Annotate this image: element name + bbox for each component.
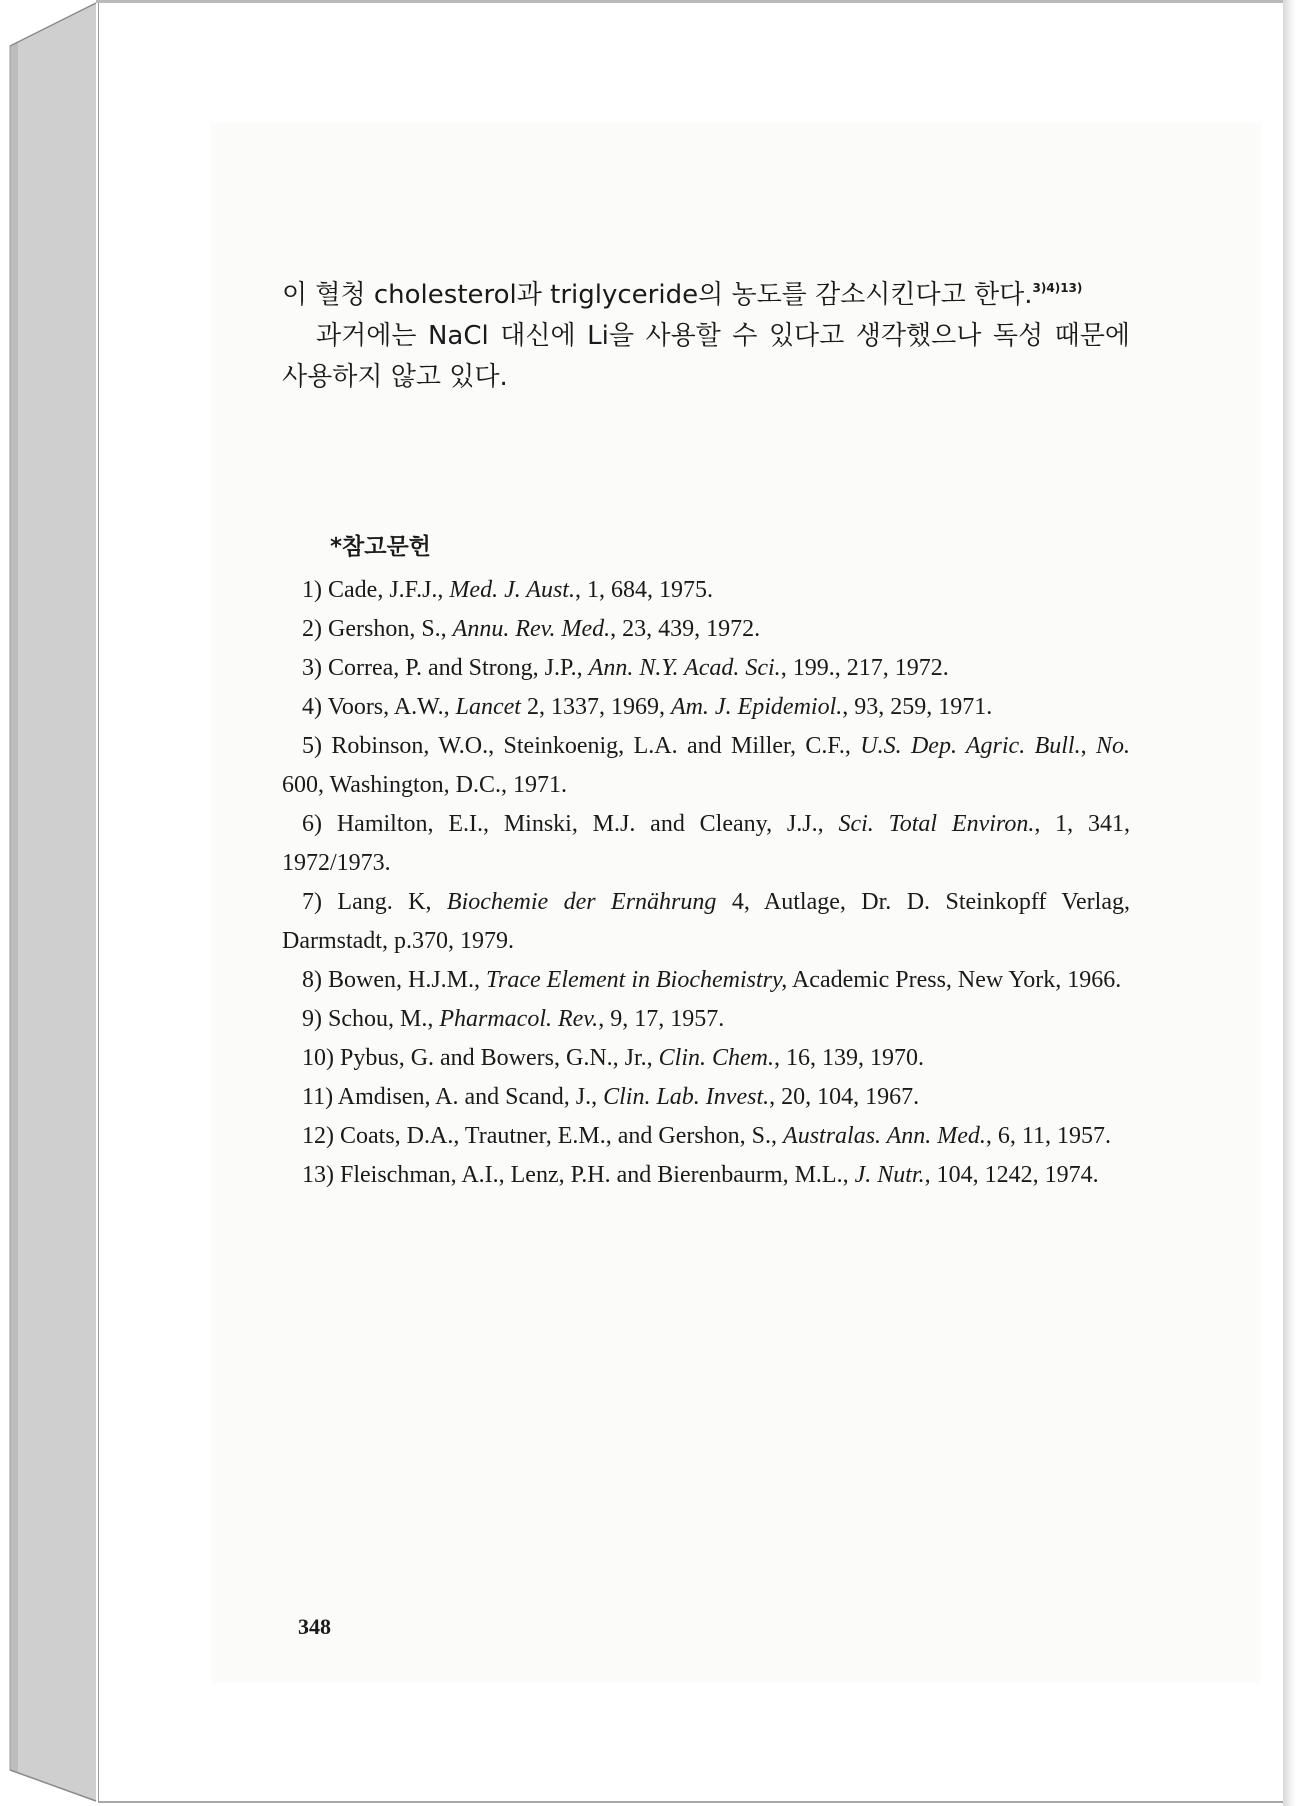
reference-list — [282, 571, 1130, 1195]
reference-it: Sci. Total Environ. — [838, 811, 1035, 837]
reference-item — [282, 610, 1130, 649]
reference-pre: Schou, M., — [328, 1006, 440, 1032]
reference-post: , 199., 217, 1972. — [780, 655, 949, 681]
reference-post: , — [1080, 733, 1096, 759]
paragraph-1-text: 이 혈청 cholesterol과 triglyceride의 농도를 감소시킨다고 한다. — [282, 280, 1033, 310]
reference-num: 1) — [302, 577, 322, 603]
reference-num: 7) — [302, 889, 322, 915]
reference-pre: Cade, J.F.J., — [328, 577, 450, 603]
reference-post: 4, Autlage, Dr. D. Steinkopff Verlag, Darmstadt, p.370, 1979. — [282, 889, 1130, 954]
reference-num: 5) — [302, 733, 322, 759]
reference-num: 11) — [302, 1084, 334, 1110]
reference-num: 4) — [302, 694, 322, 720]
reference-pre: Amdisen, A. and Scand, J., — [337, 1084, 604, 1110]
reference-item — [282, 727, 1130, 805]
reference-it2: Am. J. Epidemiol. — [670, 694, 843, 720]
reference-post: Academic Press, New York, 1966. — [787, 967, 1122, 993]
reference-post: , 23, 439, 1972. — [610, 616, 761, 642]
reference-pre: Voors, A.W., — [327, 694, 456, 720]
reference-num: 8) — [302, 967, 322, 993]
page-content — [282, 268, 1130, 1195]
reference-post: 2, 1337, 1969, — [520, 694, 671, 720]
reference-item — [282, 1117, 1130, 1156]
reference-item — [282, 961, 1130, 1000]
reference-pre: Gershon, S., — [328, 616, 453, 642]
reference-pre: Pybus, G. and Bowers, G.N., Jr., — [340, 1045, 659, 1071]
reference-num: 12) — [302, 1123, 334, 1149]
body-paragraph-1 — [282, 268, 1130, 316]
reference-post: , 104, 1242, 1974. — [924, 1162, 1099, 1188]
reference-item — [282, 649, 1130, 688]
reference-pre: Coats, D.A., Trautner, E.M., and Gershon, S., — [340, 1123, 784, 1149]
page-number: 348 — [298, 1614, 331, 1639]
reference-item — [282, 688, 1130, 727]
reference-it: Clin. Chem. — [658, 1045, 775, 1071]
reference-num: 13) — [302, 1162, 334, 1188]
reference-num: 6) — [302, 811, 322, 837]
references-heading: *참고문헌 — [330, 534, 431, 560]
reference-item — [282, 883, 1130, 961]
reference-post: , 9, 17, 1957. — [598, 1006, 725, 1032]
reference-post2: 600, Washington, D.C., 1971. — [282, 772, 567, 798]
reference-num: 2) — [302, 616, 322, 642]
reference-pre: Hamilton, E.I., Minski, M.J. and Cleany, J.J., — [336, 811, 839, 837]
reference-post2: , 93, 259, 1971. — [842, 694, 993, 720]
reference-item — [282, 571, 1130, 610]
reference-num: 3) — [302, 655, 322, 681]
reference-it2: No. — [1096, 733, 1131, 759]
reference-pre: Bowen, H.J.M., — [328, 967, 487, 993]
reference-post: , 20, 104, 1967. — [769, 1084, 920, 1110]
reference-it: J. Nutr. — [854, 1162, 925, 1188]
reference-num: 10) — [302, 1045, 334, 1071]
reference-it: Ann. N.Y. Acad. Sci. — [588, 655, 781, 681]
reference-pre: Fleischman, A.I., Lenz, P.H. and Bierenbaurm, M.L., — [340, 1162, 855, 1188]
reference-it: Lancet — [455, 694, 521, 720]
reference-it: U.S. Dep. Agric. Bull. — [860, 733, 1081, 759]
reference-post: , 1, 684, 1975. — [574, 577, 713, 603]
book-cover-edge — [0, 0, 98, 1806]
reference-pre: Robinson, W.O., Steinkoenig, L.A. and Miller, C.F., — [331, 733, 861, 759]
reference-item — [282, 1039, 1130, 1078]
reference-post: , 16, 139, 1970. — [774, 1045, 925, 1071]
reference-post: , 1, 341, 1972/1973. — [282, 811, 1131, 876]
reference-pre: Correa, P. and Strong, J.P., — [328, 655, 589, 681]
reference-it: Biochemie der Ernährung — [446, 889, 717, 915]
reference-pre: Lang. K, — [337, 889, 447, 915]
reference-item — [282, 805, 1130, 883]
reference-it: Australas. Ann. Med. — [783, 1123, 986, 1149]
reference-num: 9) — [302, 1006, 322, 1032]
reference-it: Trace Element in Biochemistry, — [486, 967, 788, 993]
book-right-edge — [1283, 0, 1296, 1806]
reference-it: Pharmacol. Rev. — [439, 1006, 599, 1032]
reference-it: Med. J. Aust. — [449, 577, 575, 603]
reference-item — [282, 1000, 1130, 1039]
reference-post: , 6, 11, 1957. — [985, 1123, 1112, 1149]
reference-it: Clin. Lab. Invest. — [603, 1084, 770, 1110]
citation-superscript: 3)4)13) — [1032, 281, 1083, 295]
body-paragraph-2: 과거에는 NaCl 대신에 Li을 사용할 수 있다고 생각했으나 독성 때문에 사용하지 않고 있다. — [282, 321, 1130, 392]
reference-item — [282, 1156, 1130, 1195]
reference-item — [282, 1078, 1130, 1117]
reference-it: Annu. Rev. Med. — [452, 616, 611, 642]
